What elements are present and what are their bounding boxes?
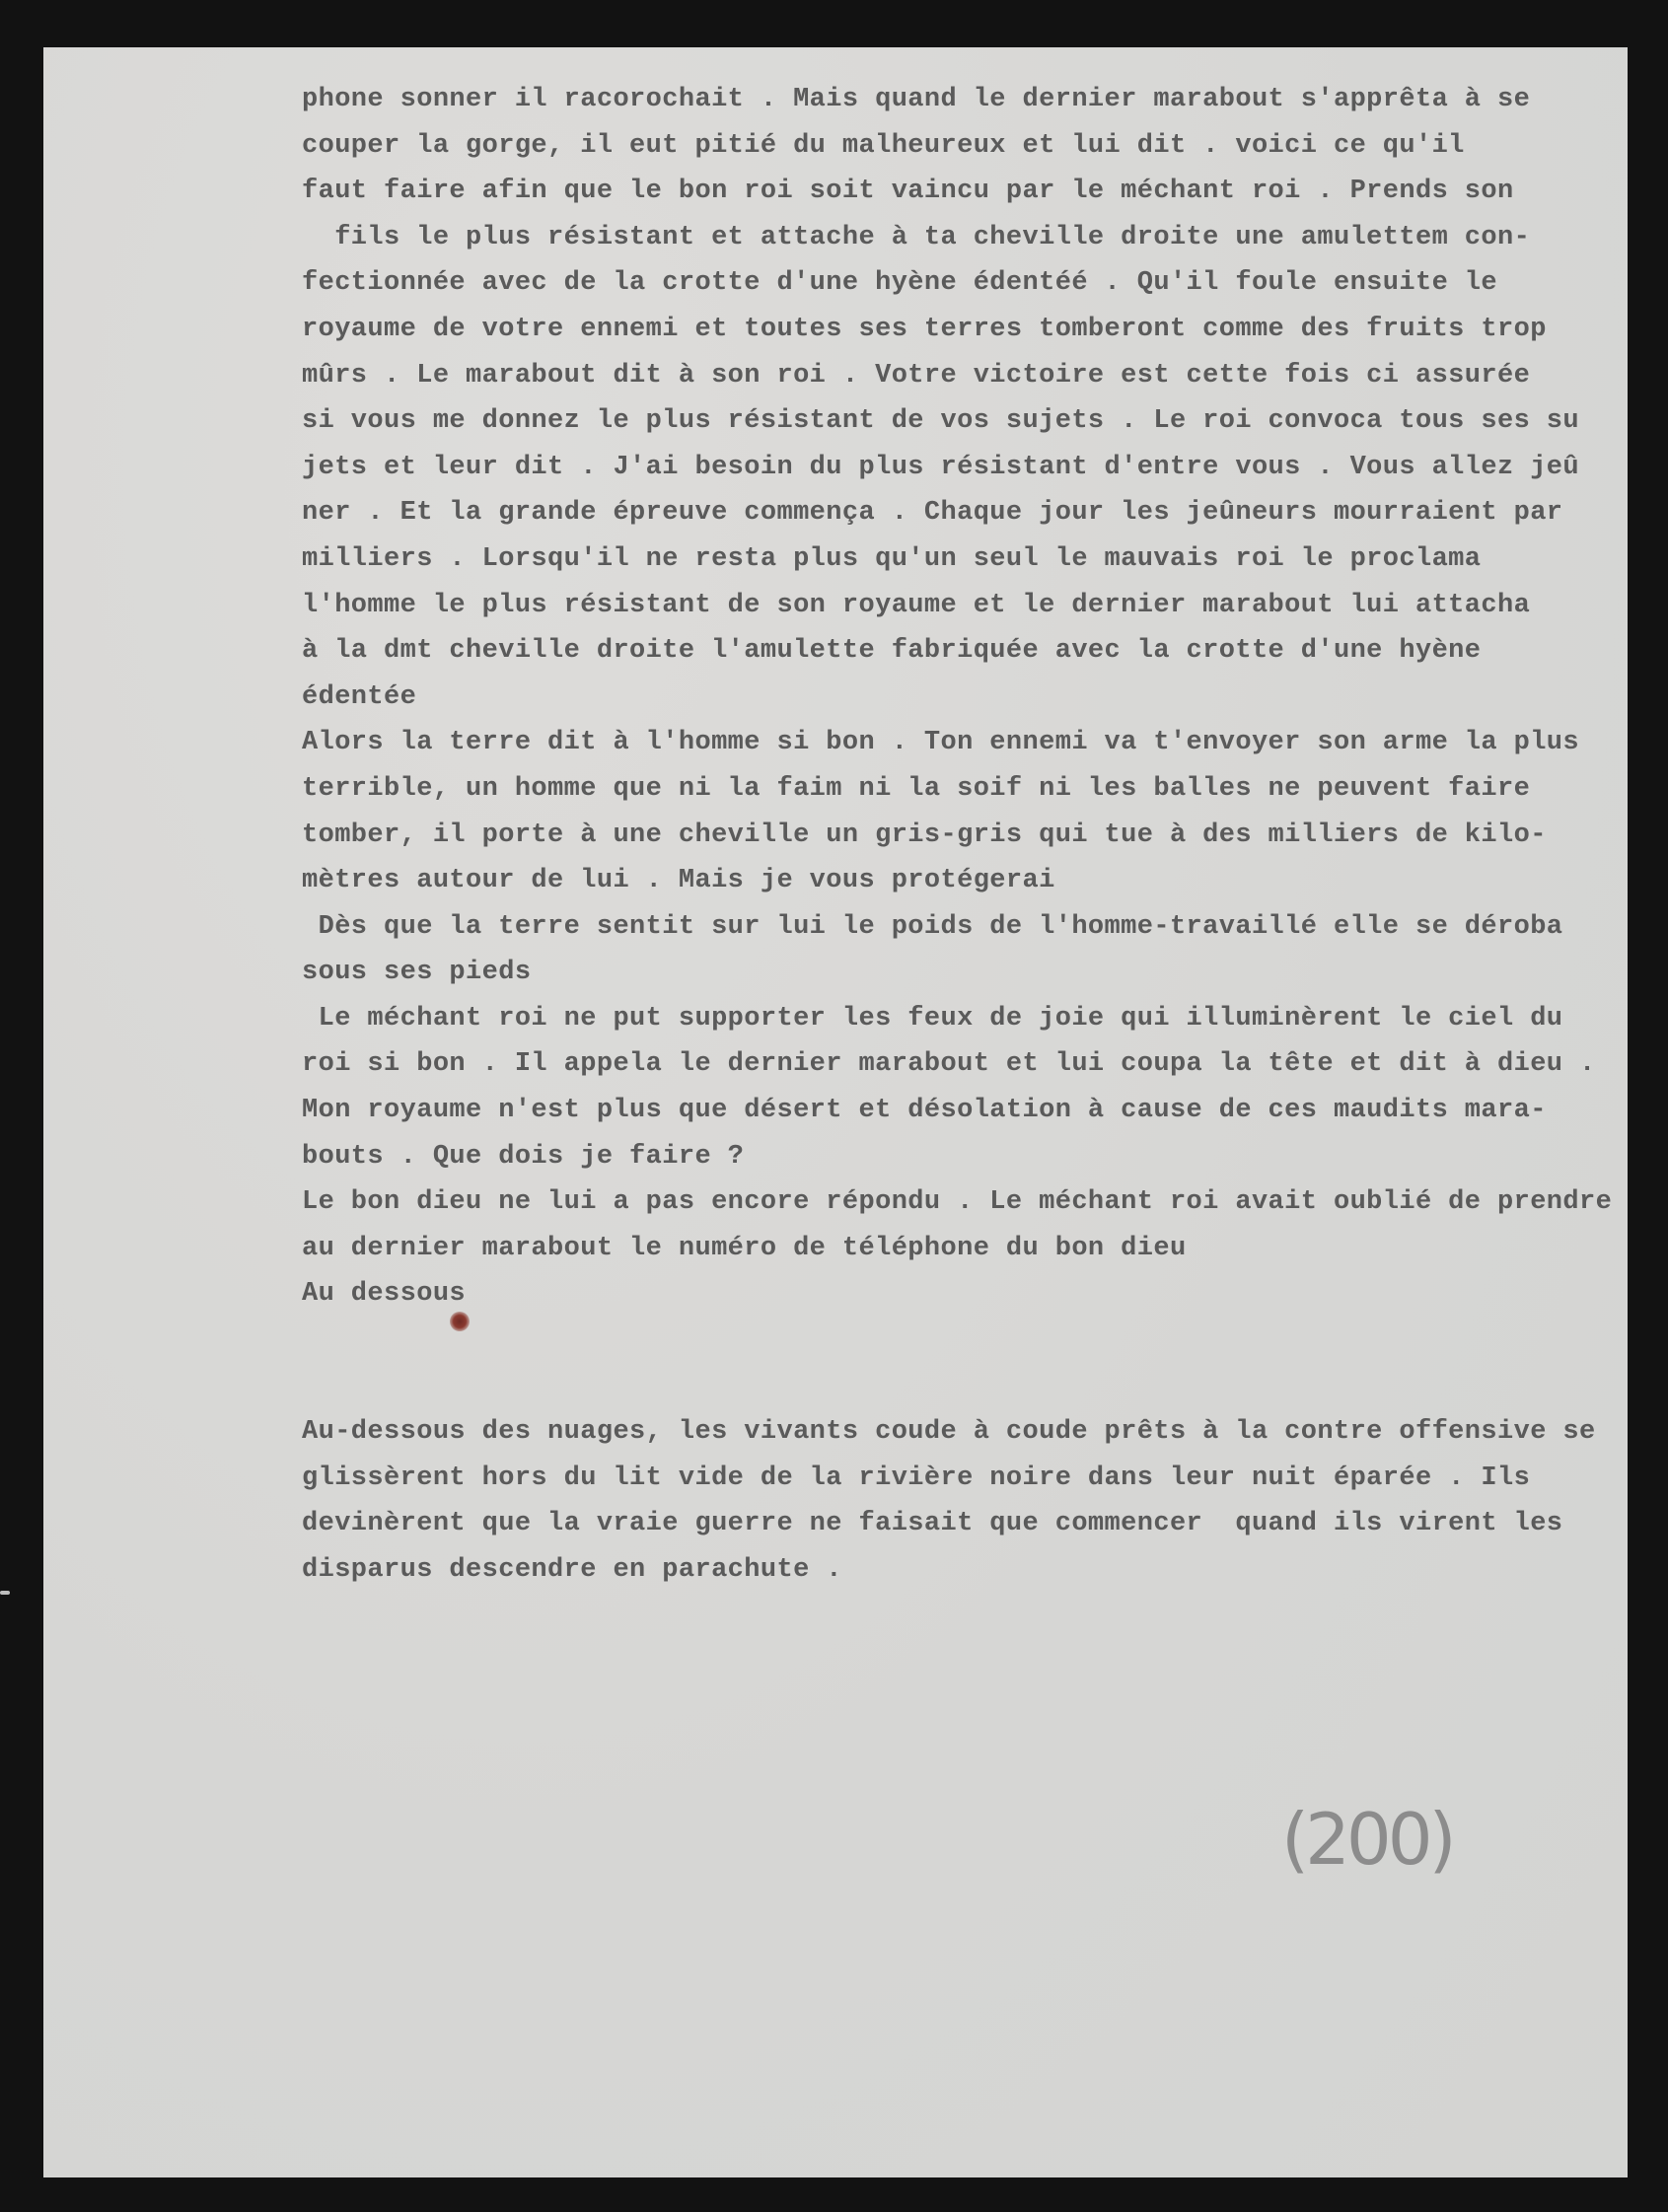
typed-text-body bbox=[302, 77, 1628, 1594]
text-line: Le bon dieu ne lui a pas encore répondu . Le méchant roi avait oublié de prendre bbox=[302, 1187, 1613, 1218]
text-line: l'homme le plus résistant de son royaume et le dernier marabout lui attacha bbox=[302, 590, 1531, 620]
text-line: édentée bbox=[302, 681, 417, 712]
text-line: terrible, un homme que ni la faim ni la soif ni les balles ne peuvent faire bbox=[302, 773, 1531, 804]
text-line: royaume de votre ennemi et toutes ses terres tomberont comme des fruits trop bbox=[302, 314, 1547, 344]
edge-mark bbox=[0, 1591, 10, 1595]
text-line: bouts . Que dois je faire ? bbox=[302, 1141, 745, 1172]
text-line: mètres autour de lui . Mais je vous protégerai bbox=[302, 866, 1055, 896]
text-line: disparus descendre en parachute . bbox=[302, 1555, 842, 1585]
text-line: au dernier marabout le numéro de téléphone du bon dieu bbox=[302, 1233, 1187, 1263]
ink-stain bbox=[450, 1312, 470, 1331]
section-heading: Au dessous bbox=[302, 1279, 467, 1310]
text-line: mûrs . Le marabout dit à son roi . Votre victoire est cette fois ci assurée bbox=[302, 360, 1531, 391]
text-line: phone sonner il racorochait . Mais quand le dernier marabout s'apprêta à se bbox=[302, 85, 1531, 114]
text-line: tomber, il porte à une cheville un gris-gris qui tue à des milliers de kilo- bbox=[302, 820, 1547, 850]
text-line: faut faire afin que le bon roi soit vaincu par le méchant roi . Prends son bbox=[302, 177, 1514, 207]
text-line: Dès que la terre sentit sur lui le poids de l'homme-travaillé elle se déroba bbox=[302, 911, 1563, 942]
text-line: si vous me donnez le plus résistant de vos sujets . Le roi convoca tous ses su bbox=[302, 406, 1580, 437]
typewritten-page bbox=[43, 47, 1628, 2177]
text-line: couper la gorge, il eut pitié du malheureux et lui dit . voici ce qu'il bbox=[302, 130, 1465, 161]
text-line: Au-dessous des nuages, les vivants coude à coude prêts à la contre offensive se bbox=[302, 1417, 1596, 1448]
text-line: ner . Et la grande épreuve commença . Chaque jour les jeûneurs mourraient par bbox=[302, 498, 1563, 529]
text-line: Mon royaume n'est plus que désert et désolation à cause de ces maudits mara- bbox=[302, 1096, 1547, 1126]
text-line: Le méchant roi ne put supporter les feux de joie qui illuminèrent le ciel du bbox=[302, 1003, 1563, 1034]
text-line: fils le plus résistant et attache à ta cheville droite une amulettem con- bbox=[302, 222, 1531, 252]
text-line: Alors la terre dit à l'homme si bon . Ton ennemi va t'envoyer son arme la plus bbox=[302, 728, 1580, 758]
handwritten-page-number: (200) bbox=[1281, 1798, 1453, 1881]
text-line: fectionnée avec de la crotte d'une hyène édentéé . Qu'il foule ensuite le bbox=[302, 268, 1497, 299]
blank-line bbox=[302, 1364, 1628, 1410]
text-line: à la dmt cheville droite l'amulette fabriquée avec la crotte d'une hyène bbox=[302, 636, 1482, 667]
blank-line bbox=[302, 1318, 1628, 1364]
text-line: glissèrent hors du lit vide de la rivière noire dans leur nuit éparée . Ils bbox=[302, 1463, 1531, 1493]
text-line: devinèrent que la vraie guerre ne faisait que commencer quand ils virent les bbox=[302, 1509, 1563, 1539]
text-line: sous ses pieds bbox=[302, 958, 532, 988]
text-line: milliers . Lorsqu'il ne resta plus qu'un seul le mauvais roi le proclama bbox=[302, 543, 1482, 574]
text-line: roi si bon . Il appela le dernier marabout et lui coupa la tête et dit à dieu . bbox=[302, 1049, 1596, 1080]
text-line: jets et leur dit . J'ai besoin du plus résistant d'entre vous . Vous allez jeû bbox=[302, 452, 1580, 482]
